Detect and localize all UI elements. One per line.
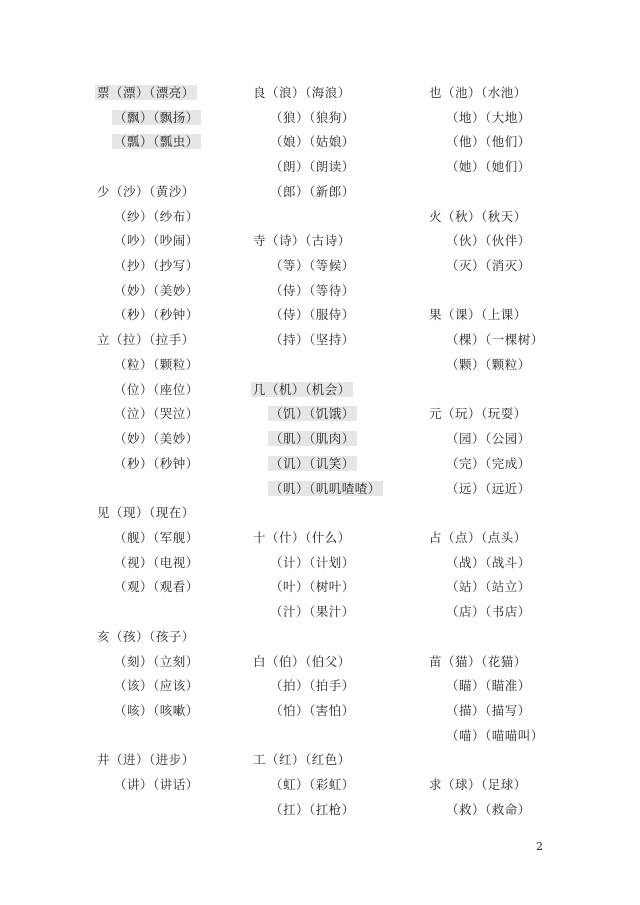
word-entry-text: （描）（描写）: [446, 703, 531, 718]
word-entry: [446, 158, 531, 176]
word-entry-text: （扛）（扛枪）: [270, 801, 355, 817]
word-entry: [429, 405, 527, 423]
word-entry-text: （位）（座位）: [114, 381, 199, 397]
word-entry-text: （该）（应该）: [114, 678, 199, 694]
word-entry-text: （她）（她们）: [446, 159, 531, 175]
word-entry-text: （秒）（秒钟）: [114, 455, 199, 471]
word-entry: [97, 84, 197, 102]
word-entry-text: 良（浪）（海浪）: [253, 85, 351, 100]
word-entry: [446, 430, 531, 448]
word-entry-text: 工（红）（红色）: [253, 752, 351, 768]
word-entry-text: 票（漂）（漂亮）: [97, 85, 195, 100]
word-entry: [446, 232, 531, 250]
word-entry: [446, 554, 531, 572]
word-entry-text: （叶）（树叶）: [270, 579, 355, 595]
word-entry: [270, 480, 383, 498]
word-entry-text: （肌）（肌肉）: [270, 431, 355, 447]
word-entry-text: （饥）（饥饿）: [270, 406, 355, 422]
word-entry: [253, 381, 353, 399]
word-entry: [270, 257, 355, 275]
word-entry: [446, 801, 531, 819]
word-entry-text: （颗）（颗粒）: [446, 356, 531, 372]
word-entry-text: （园）（公园）: [446, 431, 531, 447]
word-entry-text: 占（点）（点头）: [429, 529, 527, 545]
word-entry: [429, 306, 527, 324]
word-entry: [446, 257, 531, 275]
word-entry-text: （战）（战斗）: [446, 554, 531, 570]
word-entry: [253, 653, 351, 671]
word-entry-text: （站）（站立）: [446, 579, 531, 595]
word-entry-text: （持）（坚持）: [270, 332, 355, 348]
word-entry-text: （远）（远近）: [446, 480, 531, 496]
word-entry-text: （讥）（讥笑）: [270, 455, 355, 471]
word-entry-text: （视）（电视）: [114, 554, 199, 570]
word-entry: [114, 776, 199, 794]
word-entry: [270, 702, 355, 720]
word-entry-text: （怕）（害怕）: [270, 703, 355, 718]
word-entry-text: （汁）（果汁）: [270, 604, 355, 620]
word-entry-text: （棵）（一棵树）: [446, 332, 544, 348]
word-entry: [114, 306, 199, 324]
word-entry-text: （救）（救命）: [446, 801, 531, 817]
page-number: 2: [536, 840, 543, 853]
word-entry: [446, 133, 531, 151]
word-entry: [253, 84, 351, 102]
word-entry: [270, 133, 355, 151]
word-entry-text: （讲）（讲话）: [114, 777, 199, 793]
word-entry-text: （妙）（美妙）: [114, 431, 199, 447]
word-entry: [253, 232, 351, 250]
word-entry-text: （朗）（朗读）: [270, 159, 355, 175]
word-entry-text: （拍）（拍手）: [270, 678, 355, 694]
word-entry: [114, 554, 199, 572]
word-entry-text: 也（池）（水池）: [429, 85, 527, 100]
word-entry: [114, 653, 199, 671]
word-entry-text: （泣）（哭泣）: [114, 406, 199, 422]
word-entry: [429, 529, 527, 547]
word-entry: [114, 109, 201, 127]
word-entry-text: 元（玩）（玩耍）: [429, 406, 527, 422]
word-entry-text: 十（什）（什么）: [253, 529, 351, 545]
word-entry: [97, 628, 195, 646]
word-entry: [270, 455, 357, 473]
word-entry: [114, 232, 199, 250]
word-entry: [446, 109, 531, 127]
word-entry-text: 寺（诗）（古诗）: [253, 233, 351, 249]
word-entry: [114, 257, 199, 275]
word-entry-text: （郎）（新郎）: [270, 183, 355, 199]
word-entry-text: （瓢）（瓢虫）: [114, 134, 199, 150]
word-entry: [270, 776, 355, 794]
word-entry-text: （侍）（等待）: [270, 282, 355, 298]
word-entry-text: （计）（计划）: [270, 554, 355, 570]
word-entry-text: （刻）（立刻）: [114, 653, 199, 669]
word-entry-text: （伙）（伙伴）: [446, 233, 531, 249]
word-entry: [446, 455, 531, 473]
word-entry: [270, 282, 355, 300]
word-entry: [429, 776, 527, 794]
word-entry: [270, 183, 355, 201]
word-entry-text: 火（秋）（秋天）: [429, 208, 527, 224]
word-entry: [270, 109, 355, 127]
word-entry-text: （喵）（喵喵叫）: [446, 727, 544, 743]
word-entry: [270, 677, 355, 695]
word-entry: [446, 677, 531, 695]
word-entry: [97, 183, 195, 201]
word-entry: [270, 306, 355, 324]
word-entry: [270, 331, 355, 349]
word-entry-text: 白（伯）（伯父）: [253, 653, 351, 669]
word-entry: [429, 84, 527, 102]
word-entry-text: （纱）（纱布）: [114, 208, 199, 224]
word-entry: [446, 727, 544, 745]
word-entry: [270, 603, 355, 621]
word-entry-text: 果（课）（上课）: [429, 307, 527, 323]
word-entry: [446, 578, 531, 596]
word-entry-text: （虹）（彩虹）: [270, 777, 355, 793]
word-entry: [114, 529, 199, 547]
word-entry: [97, 331, 195, 349]
word-entry: [429, 208, 527, 226]
word-entry-text: （灭）（消灭）: [446, 258, 531, 274]
word-entry-text: （地）（大地）: [446, 109, 531, 125]
word-entry-text: 求（球）（足球）: [429, 777, 527, 793]
word-entry: [114, 356, 199, 374]
word-entry: [270, 158, 355, 176]
word-entry-text: 亥（孩）（孩子）: [97, 628, 195, 644]
word-entry-text: （咳）（咳嗽）: [114, 703, 199, 718]
word-entry: [114, 677, 199, 695]
word-entry-text: （店）（书店）: [446, 604, 531, 620]
word-entry: [97, 751, 195, 769]
word-entry-text: （粒）（颗粒）: [114, 356, 199, 372]
word-entry: [114, 282, 199, 300]
word-entry: [114, 455, 199, 473]
word-entry-text: （娘）（姑娘）: [270, 134, 355, 150]
word-entry-text: （舰）（军舰）: [114, 529, 199, 545]
word-entry-text: （完）（完成）: [446, 455, 531, 471]
word-entry-text: （狼）（狼狗）: [270, 109, 355, 125]
word-entry: [114, 208, 199, 226]
word-entry: [270, 801, 355, 819]
word-entry: [270, 405, 357, 423]
word-entry-text: （等）（等候）: [270, 258, 355, 274]
word-entry: [429, 653, 527, 671]
word-entry-text: 井（进）（进步）: [97, 752, 195, 768]
word-entry: [446, 356, 531, 374]
word-entry-text: （吵）（吵闹）: [114, 233, 199, 249]
word-entry-text: （叽）（叽叽喳喳）: [270, 480, 381, 496]
word-entry-text: 几（机）（机会）: [253, 381, 351, 397]
word-entry: [253, 529, 351, 547]
word-entry-text: （他）（他们）: [446, 134, 531, 150]
word-entry: [270, 578, 355, 596]
word-entry: [114, 405, 199, 423]
word-entry-text: （妙）（美妙）: [114, 282, 199, 298]
word-entry-text: （观）（观看）: [114, 579, 199, 595]
word-entry: [446, 480, 531, 498]
word-entry-text: （抄）（抄写）: [114, 258, 199, 274]
word-entry: [270, 554, 355, 572]
word-entry-text: 少（沙）（黄沙）: [97, 183, 195, 199]
word-entry: [253, 751, 351, 769]
word-entry: [270, 430, 357, 448]
word-entry: [114, 702, 199, 720]
word-entry: [114, 381, 199, 399]
word-entry-text: 见（现）（现在）: [97, 505, 195, 521]
word-entry: [97, 504, 195, 522]
word-entry-text: 立（拉）（拉手）: [97, 332, 195, 348]
word-entry-text: （飘）（飘扬）: [114, 109, 199, 125]
word-entry: [114, 133, 201, 151]
word-entry: [114, 430, 199, 448]
word-entry-text: （侍）（服侍）: [270, 307, 355, 323]
word-entry: [446, 702, 531, 720]
word-entry-text: 苗（猫）（花猫）: [429, 653, 527, 669]
word-entry-text: （秒）（秒钟）: [114, 307, 199, 323]
word-entry: [114, 578, 199, 596]
word-entry: [446, 603, 531, 621]
word-entry: [446, 331, 544, 349]
word-entry-text: （瞄）（瞄准）: [446, 678, 531, 694]
